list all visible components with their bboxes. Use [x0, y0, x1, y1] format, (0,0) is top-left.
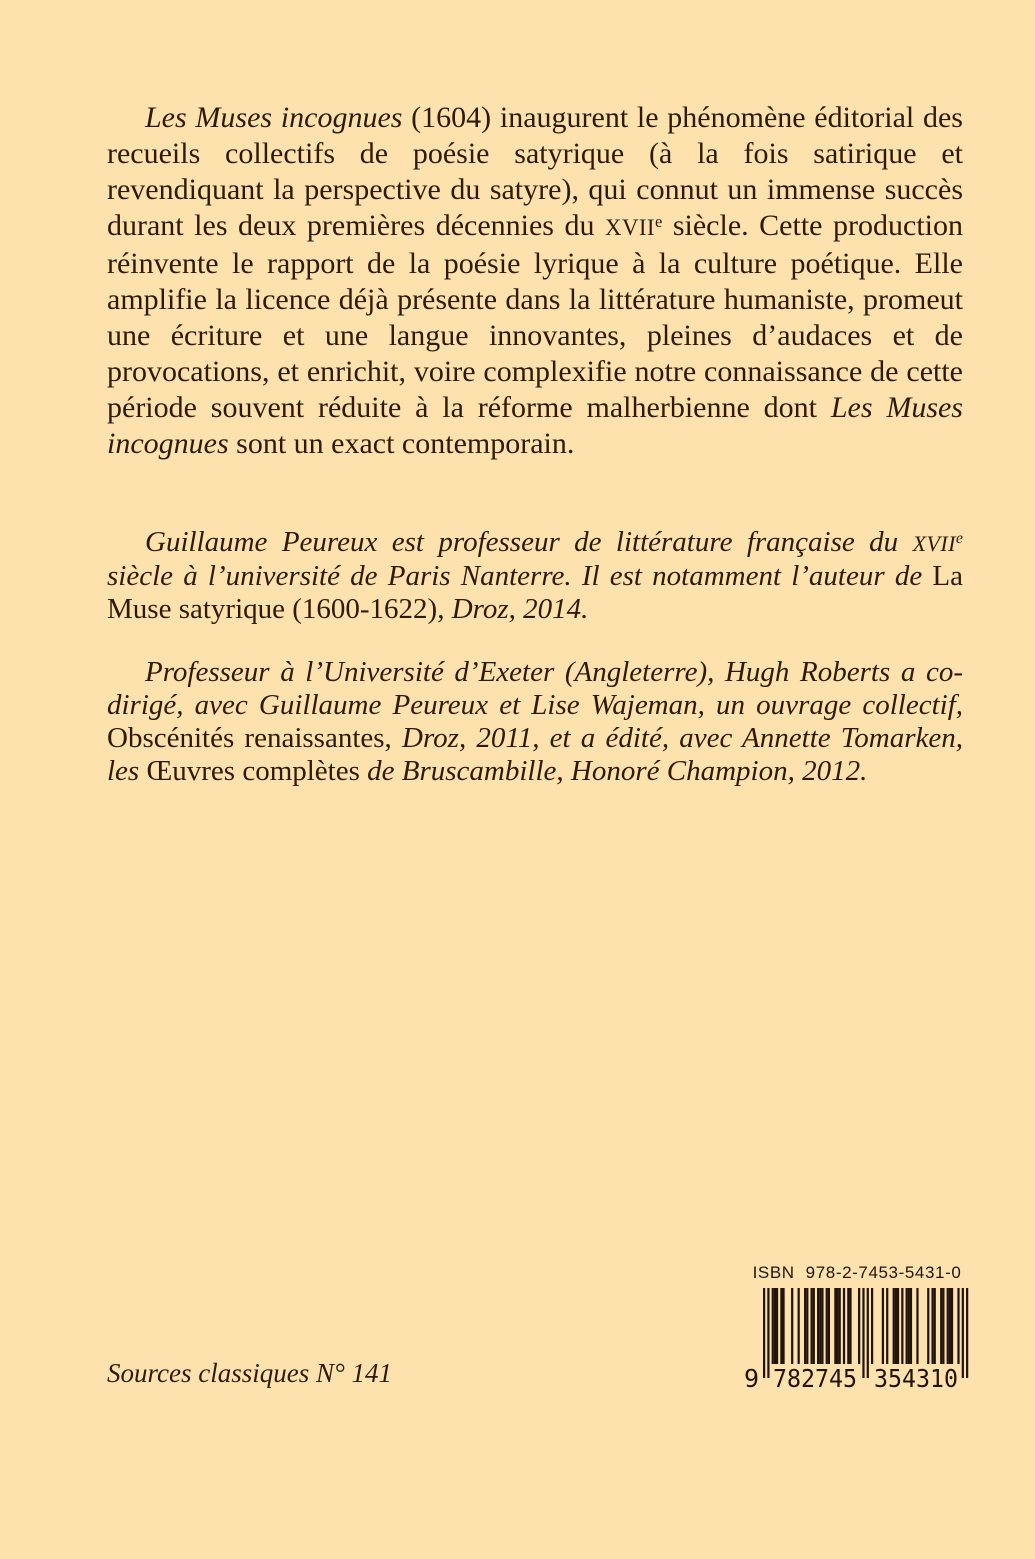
book-title-2: Les Muses incognues [107, 391, 963, 460]
isbn-number-line [741, 1263, 973, 1283]
back-cover-text [107, 100, 963, 788]
ean13-barcode [742, 1288, 972, 1390]
work-title-obscenites: Obscénités renaissantes, [107, 722, 402, 754]
work-title-muse-satyrique: La Muse satyrique (1600-1622), [107, 560, 963, 625]
century-ordinal: e [654, 211, 663, 231]
author-bio-peureux [107, 526, 963, 626]
bio-roberts-text-1: Professeur à l’Université d’Exeter (Angleterre), Hugh Roberts a co-dirigé, avec Guillaume Peureux et Lise Wajeman, un ouvrage collectif, [107, 656, 963, 721]
synopsis-text-1: (1604) inaugurent le phénomène éditorial des recueils collectifs de poésie satyrique (à la fois satirique et revendiquant la perspective du satyre), qui connut un immense succès durant les deux premières décennies du [107, 101, 963, 242]
work-title-oeuvres-completes: Œuvres complètes [146, 755, 368, 787]
century-numeral: XVII [605, 215, 655, 240]
barcode-digits-left: 782745 [773, 1364, 857, 1390]
isbn-number: 978-2-7453-5431-0 [805, 1263, 962, 1282]
century-ordinal-2: e [955, 530, 963, 548]
century-numeral-2: XVII [912, 531, 956, 556]
isbn-barcode-block [741, 1263, 973, 1390]
synopsis-text-2: siècle. Cette production réinvente le rapport de la poésie lyrique à la culture poétique. Elle amplifie la licence déjà présente dans la littérature humaniste, promeut une écriture et une langue innovantes, pleines d’audaces et de provocations, et enrichit, voire complexifie notre connaissance de cette période souvent réduite à la réforme malherbienne dont [107, 209, 963, 424]
bio-peureux-text-3: Droz, 2014. [451, 593, 589, 625]
bio-peureux-text-1: Guillaume Peureux est professeur de littérature française du [145, 526, 913, 558]
barcode-digit-system: 9 [744, 1364, 760, 1390]
synopsis-text-3: sont un exact contemporain. [228, 427, 575, 460]
author-bio-roberts [107, 656, 963, 788]
book-title: Les Muses incognues [145, 101, 403, 134]
synopsis-paragraph [107, 100, 963, 462]
bio-roberts-text-2: Droz, 2011, et a édité, avec Annette Tomarken, les [107, 722, 963, 787]
bio-peureux-text-2: siècle à l’université de Paris Nanterre. Il est notamment l’auteur de [107, 560, 933, 592]
bio-roberts-text-3: de Bruscambille, Honoré Champion, 2012. [367, 755, 868, 787]
isbn-prefix: ISBN [752, 1263, 795, 1282]
collection-label: Sources classiques N° 141 [107, 1358, 393, 1388]
barcode-digits-right: 354310 [874, 1364, 958, 1390]
